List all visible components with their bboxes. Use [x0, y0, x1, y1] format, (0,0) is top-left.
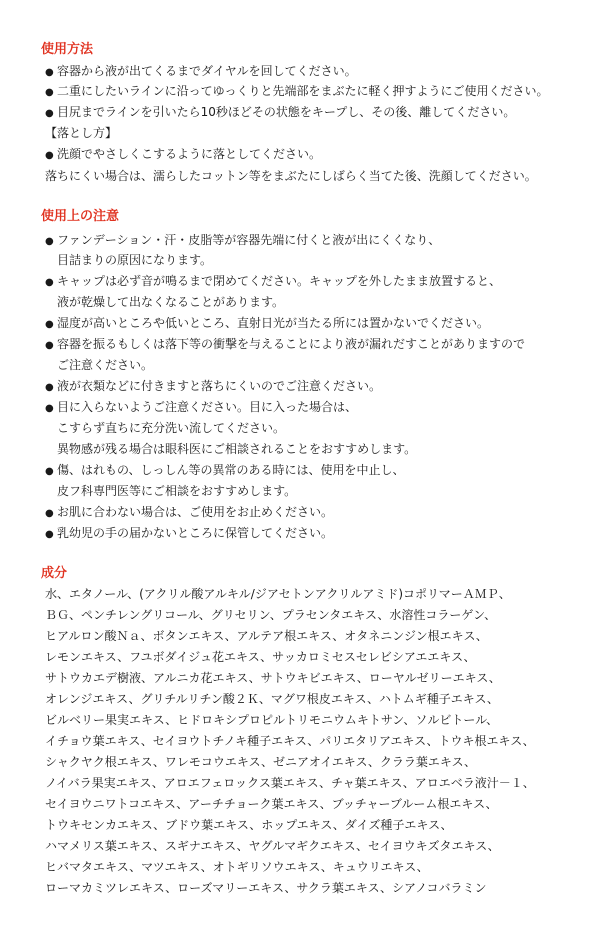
bullet-icon: ●: [45, 87, 54, 98]
bullet-icon: ●: [45, 403, 54, 414]
caution-item-text: お肌に合わない場合は、ご使用をお止めください。: [57, 505, 334, 519]
caution-item: [45, 334, 525, 354]
removal-label: 【落とし方】: [45, 126, 118, 140]
ingredients-line: ノイバラ果実エキス、アロエフェロックス葉エキス、チャ葉エキス、アロエベラ液汁－１、: [45, 776, 535, 790]
ingredients-line: セイヨウニワトコエキス、アーチチョーク葉エキス、ブッチャーブルーム根エキス、: [45, 797, 498, 811]
ingredients-line: シャクヤク根エキス、ワレモコウエキス、ゼニアオイエキス、クララ葉エキス、: [45, 755, 477, 769]
ingredients-heading: 成分: [41, 566, 68, 581]
caution-item-text: 目に入らないようご注意ください。目に入った場合は、: [57, 400, 358, 414]
ingredients-line: ヒバマタエキス、マツエキス、オトギリソウエキス、キュウリエキス、: [45, 860, 429, 874]
caution-item-text: 乳幼児の手の届かないところに保管してください。: [57, 526, 334, 540]
ingredients-line: トウキセンカエキス、ブドウ葉エキス、ホップエキス、ダイズ種子エキス、: [45, 818, 453, 832]
bullet-icon: ●: [45, 508, 54, 519]
usage-item: [45, 102, 515, 122]
ingredients-line: ヒアルロン酸Ｎａ、ボタンエキス、アルテア根エキス、オタネニンジン根エキス、: [45, 629, 488, 643]
caution-item-text: キャップは必ず音が鳴るまで閉めてください。キャップを外したまま放置すると、: [57, 274, 502, 288]
caution-item: [45, 271, 501, 291]
ingredients-line: サトウカエデ樹液、アルニカ花エキス、サトウキビエキス、ローヤルゼリーエキス、: [45, 671, 501, 685]
caution-item-continuation: 液が乾燥して出なくなることがあります。: [57, 295, 285, 309]
bullet-icon: ●: [45, 319, 54, 330]
bullet-icon: ●: [45, 150, 54, 161]
usage-item-text: 二重にしたいラインに沿ってゆっくりと先端部をまぶたに軽く押すようにご使用ください。: [57, 84, 549, 98]
bullet-icon: ●: [45, 466, 54, 477]
removal-note: 落ちにくい場合は、濡らしたコットン等をまぶたにしばらく当てた後、洗顔してください。: [45, 169, 537, 183]
caution-item: [45, 397, 357, 417]
ingredients-line: イチョウ葉エキス、セイヨウトチノキ種子エキス、パリエタリアエキス、トウキ根エキス、: [45, 734, 535, 748]
caution-item-continuation: 異物感が残る場合は眼科医にご相談されることをおすすめします。: [57, 442, 417, 456]
removal-item: [45, 144, 321, 164]
ingredients-line: ＢＧ、ペンチレングリコール、グリセリン、プラセンタエキス、水溶性コラーゲン、: [45, 608, 497, 622]
caution-item-text: 液が衣類などに付きますと落ちにくいのでご注意ください。: [57, 379, 382, 393]
usage-item-text: 容器から液が出てくるまでダイヤルを回してください。: [57, 64, 357, 78]
caution-item: [45, 523, 333, 543]
caution-item-text: 容器を振るもしくは落下等の衝撃を与えることにより液が漏れだすことがありますので: [57, 337, 526, 351]
caution-item: [45, 313, 489, 333]
bullet-icon: ●: [45, 236, 54, 247]
caution-item-continuation: ご注意ください。: [57, 358, 154, 372]
usage-item: [45, 61, 357, 81]
bullet-icon: ●: [45, 340, 54, 351]
usage-item-text: 目尻までラインを引いたら10秒ほどその状態をキープし、その後、離してください。: [57, 105, 516, 119]
usage-item: [45, 81, 549, 101]
caution-item: [45, 460, 405, 480]
bullet-icon: ●: [45, 108, 54, 119]
caution-item-text: ファンデーション・汗・皮脂等が容器先端に付くと液が出にくくなり、: [57, 233, 441, 247]
caution-item-text: 湿度が高いところや低いところ、直射日光が当たる所には置かないでください。: [57, 316, 490, 330]
caution-item-continuation: 皮フ科専門医等にご相談をおすすめします。: [57, 484, 297, 498]
caution-item-text: 傷、はれもの、しっしん等の異常のある時には、使用を中止し、: [57, 463, 405, 477]
removal-item-text: 洗顔でやさしくこするように落としてください。: [57, 147, 322, 161]
ingredients-line: ビルベリー果実エキス、ヒドロキシプロピルトリモニウムキトサン、ソルビトール、: [45, 713, 499, 727]
usage-heading: 使用方法: [41, 42, 94, 57]
cautions-heading: 使用上の注意: [41, 209, 120, 224]
caution-item: [45, 230, 440, 250]
ingredients-line: 水、エタノール、(アクリル酸アルキル/ジアセトンアクリルアミド)コポリマーＡＭＰ、: [45, 587, 511, 601]
bullet-icon: ●: [45, 382, 54, 393]
bullet-icon: ●: [45, 67, 54, 78]
bullet-icon: ●: [45, 529, 54, 540]
ingredients-line: ローマカミツレエキス、ローズマリーエキス、サクラ葉エキス、シアノコバラミン: [45, 881, 487, 895]
ingredients-line: ハマメリス葉エキス、スギナエキス、ヤグルマギクエキス、セイヨウキズタエキス、: [45, 839, 500, 853]
caution-item-continuation: こすらず直ちに充分洗い流してください。: [57, 421, 286, 435]
ingredients-line: オレンジエキス、グリチルリチン酸２Ｋ、マグワ根皮エキス、ハトムギ種子エキス、: [45, 692, 499, 706]
caution-item-continuation: 目詰まりの原因になります。: [57, 253, 213, 267]
bullet-icon: ●: [45, 277, 54, 288]
caution-item: [45, 376, 381, 396]
caution-item: [45, 502, 333, 522]
ingredients-line: レモンエキス、フユボダイジュ花エキス、サッカロミセスセレビシアエエキス、: [45, 650, 476, 664]
